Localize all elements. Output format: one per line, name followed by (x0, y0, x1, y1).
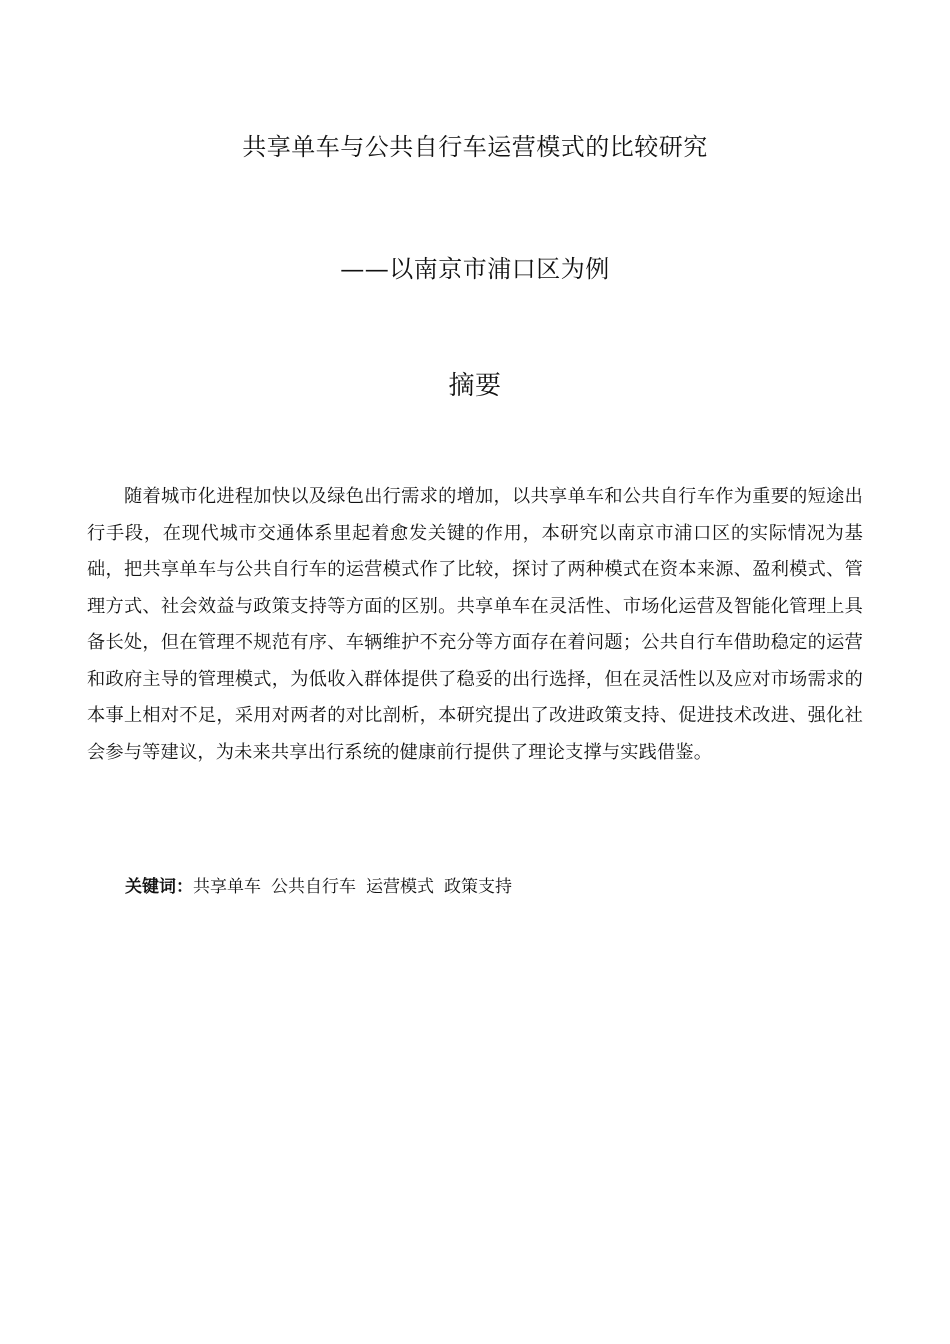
abstract-paragraph: 随着城市化进程加快以及绿色出行需求的增加，以共享单车和公共自行车作为重要的短途出行手段，在现代城市交通体系里起着愈发关键的作用，本研究以南京市浦口区的实际情况为基础，把共享单车与公共自行车的运营模式作了比较，探讨了两种模式在资本来源、盈利模式、管理方式、社会效益与政策支持等方面的区别。共享单车在灵活性、市场化运营及智能化管理上具备长处，但在管理不规范有序、车辆维护不充分等方面存在着问题；公共自行车借助稳定的运营和政府主导的管理模式，为低收入群体提供了稳妥的出行选择，但在灵活性以及应对市场需求的本事上相对不足，采用对两者的对比剖析，本研究提出了改进政策支持、促进技术改进、强化社会参与等建议，为未来共享出行系统的健康前行提供了理论支撑与实践借鉴。 (87, 486, 863, 763)
keywords-label: 关键词： (125, 877, 193, 897)
abstract-heading: 摘要 (448, 371, 502, 401)
keyword: 共享单车 (193, 877, 261, 897)
document-subtitle: ——以南京市浦口区为例 (340, 255, 610, 283)
document-title: 共享单车与公共自行车运营模式的比较研究 (242, 133, 708, 161)
keyword: 运营模式 (366, 877, 434, 897)
keyword: 公共自行车 (271, 877, 356, 897)
keyword: 政策支持 (444, 877, 512, 897)
keywords-line (125, 874, 825, 900)
